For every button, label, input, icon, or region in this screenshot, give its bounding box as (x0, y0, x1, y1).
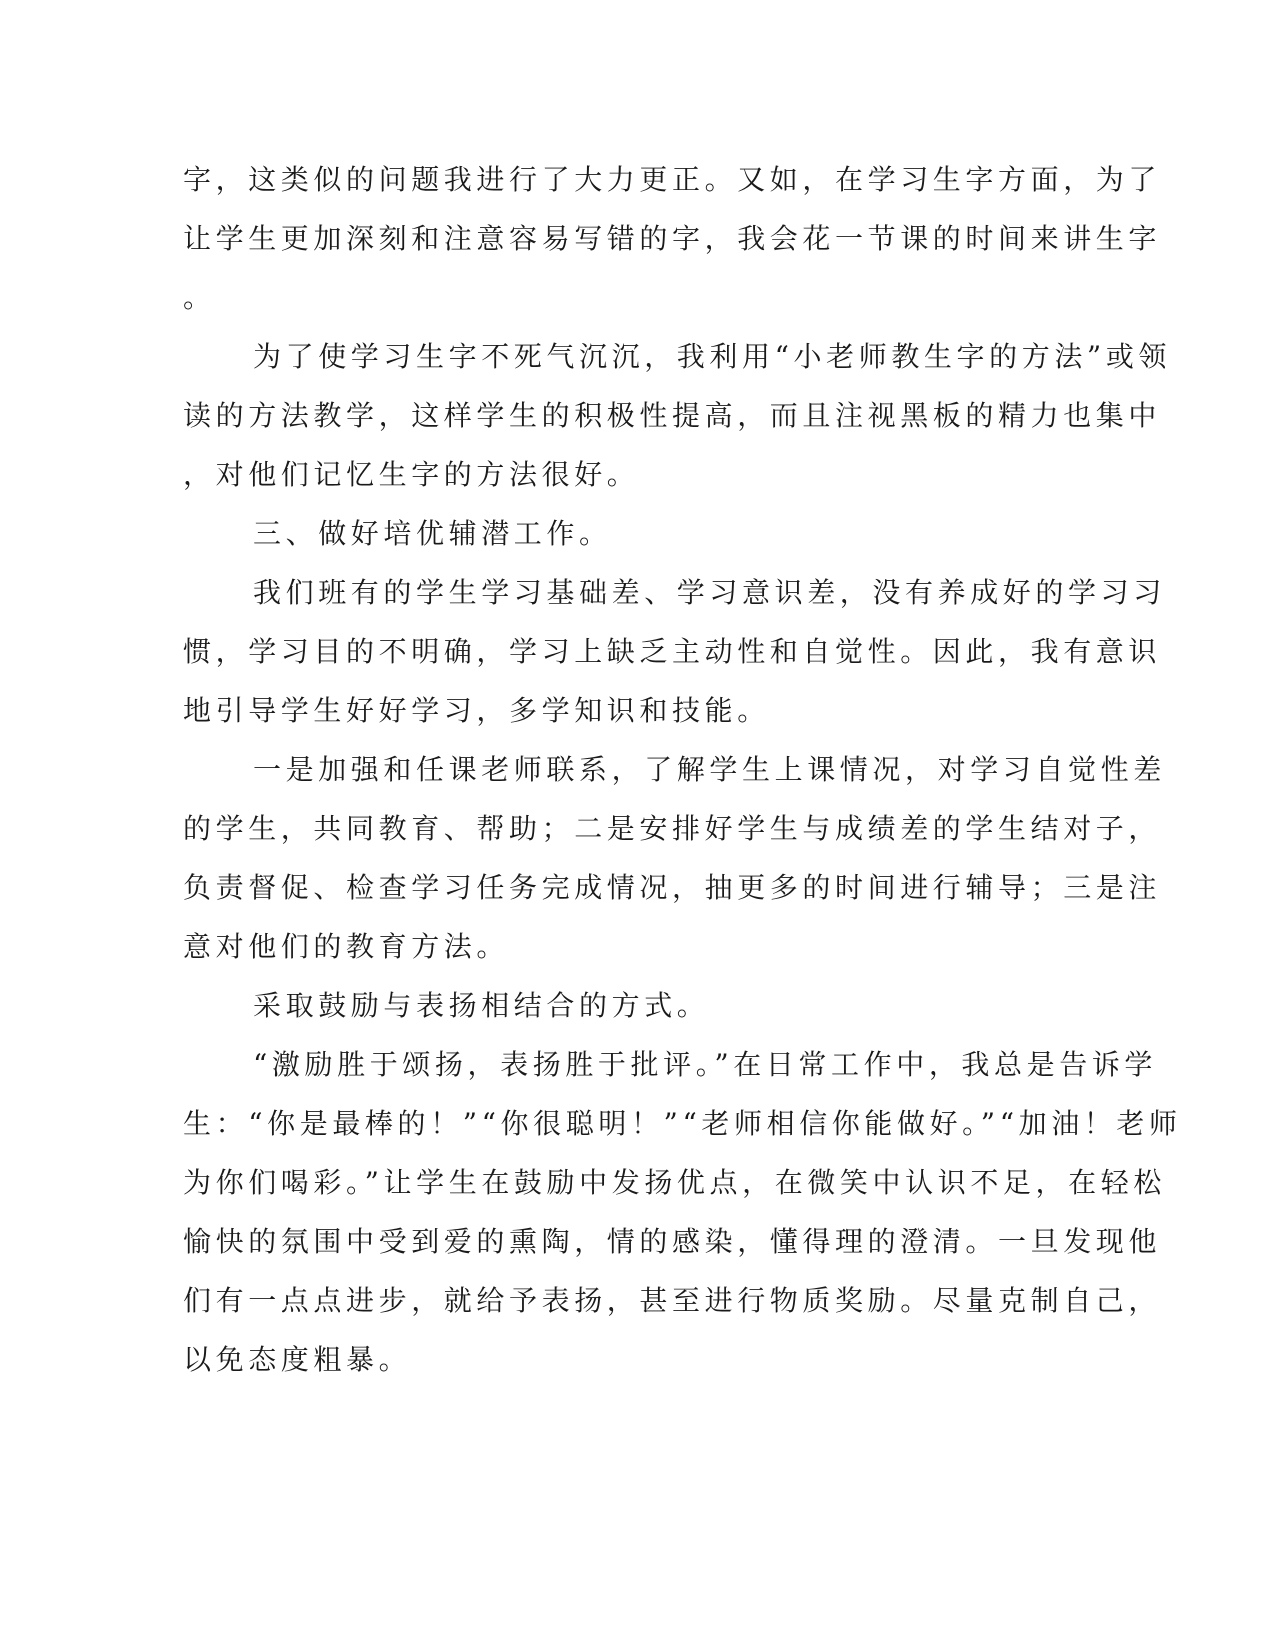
text-line: 负责督促、检查学习任务完成情况，抽更多的时间进行辅导；三是注 (183, 871, 1162, 904)
text-line: 惯，学习目的不明确，学习上缺乏主动性和自觉性。因此，我有意识 (183, 635, 1162, 668)
paragraph-first-line: 为了使学习生字不死气沉沉，我利用“小老师教生字的方法”或领 (253, 340, 1172, 373)
text-line: ，对他们记忆生字的方法很好。 (183, 458, 640, 491)
text-line: 读的方法教学，这样学生的积极性提高，而且注视黑板的精力也集中 (183, 399, 1162, 432)
text-line: 的学生，共同教育、帮助；二是安排好学生与成绩差的学生结对子， (183, 812, 1162, 845)
text-line: 。 (183, 281, 216, 314)
text-line: 地引导学生好好学习，多学知识和技能。 (183, 694, 770, 727)
text-line: 生：“你是最棒的！”“你很聪明！”“老师相信你能做好。”“加油！老师 (183, 1107, 1182, 1140)
section-heading: 三、做好培优辅潜工作。 (253, 517, 612, 550)
paragraph-first-line: 采取鼓励与表扬相结合的方式。 (253, 989, 710, 1022)
paragraph-first-line: 我们班有的学生学习基础差、学习意识差，没有养成好的学习习 (253, 576, 1166, 609)
text-line: 们有一点点进步，就给予表扬，甚至进行物质奖励。尽量克制自己， (183, 1284, 1162, 1317)
text-line: 以免态度粗暴。 (183, 1343, 412, 1376)
text-line: 让学生更加深刻和注意容易写错的字，我会花一节课的时间来讲生字 (183, 222, 1162, 255)
paragraph-first-line: 一是加强和任课老师联系，了解学生上课情况，对学习自觉性差 (253, 753, 1166, 786)
text-line: 字，这类似的问题我进行了大力更正。又如，在学习生字方面，为了 (183, 163, 1162, 196)
text-line: 意对他们的教育方法。 (183, 930, 510, 963)
text-line: 愉快的氛围中受到爱的熏陶，情的感染，懂得理的澄清。一旦发现他 (183, 1225, 1162, 1258)
text-line: 为你们喝彩。”让学生在鼓励中发扬优点，在微笑中认识不足，在轻松 (183, 1166, 1166, 1199)
paragraph-first-line: “激励胜于颂扬，表扬胜于批评。”在日常工作中，我总是告诉学 (253, 1048, 1158, 1081)
